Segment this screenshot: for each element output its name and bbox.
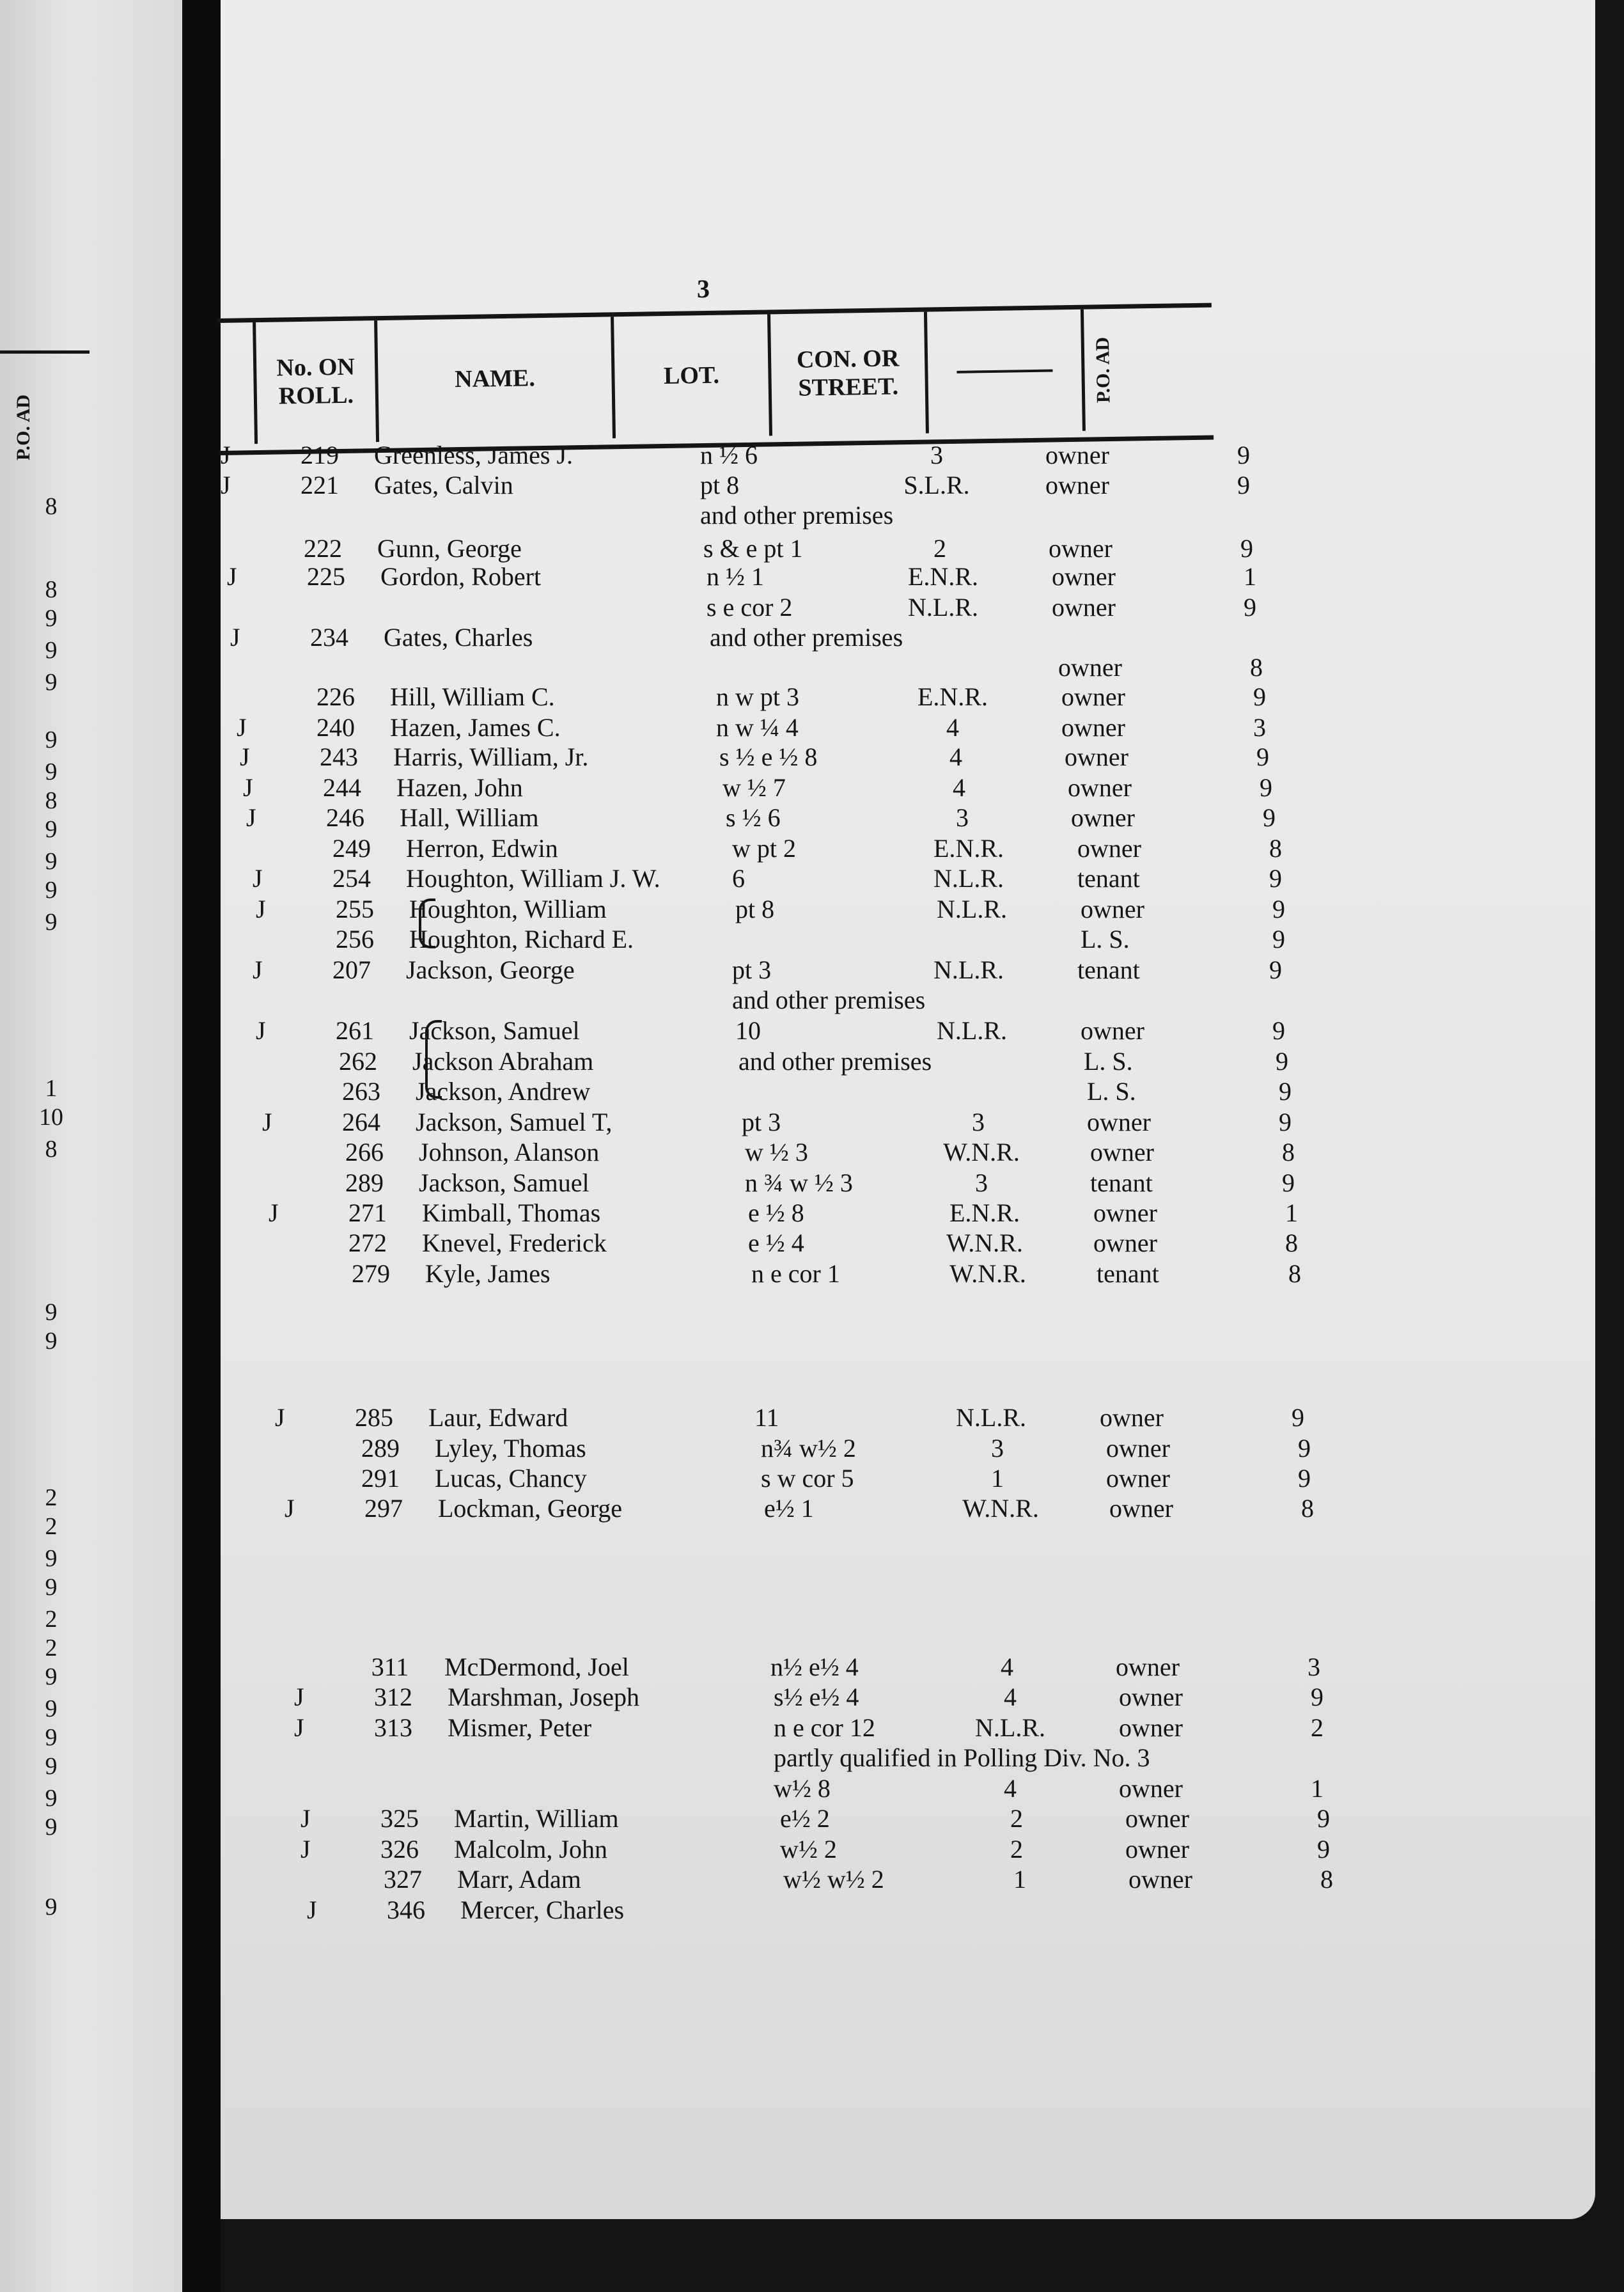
tenure-status: owner: [1125, 1804, 1189, 1833]
roll-j-mark: J: [237, 713, 247, 742]
roll-number: 219: [301, 441, 339, 469]
header-blank-col: [217, 322, 254, 444]
previous-po-value: 9: [45, 669, 58, 696]
lot-description: w ½ 7: [722, 773, 786, 802]
previous-po-value: 9: [45, 1663, 58, 1690]
roll-j-mark: J: [240, 742, 250, 771]
tenure-status: owner: [1090, 1138, 1154, 1166]
roll-j-mark: J: [253, 955, 263, 984]
concession: S.L.R.: [903, 471, 970, 499]
voter-name: Hill, William C.: [390, 682, 555, 711]
po-ad: 9: [1317, 1804, 1330, 1833]
voter-name: Greenless, James J.: [374, 441, 574, 469]
po-ad: 1: [1311, 1774, 1323, 1803]
concession: N.L.R.: [933, 864, 1004, 893]
roll-number: 263: [342, 1077, 380, 1106]
concession: E.N.R.: [933, 834, 1004, 863]
voter-name: Hall, William: [400, 803, 539, 832]
previous-po-value: 9: [45, 848, 58, 875]
roll-j-mark: J: [256, 1016, 266, 1045]
previous-po-value: 8: [45, 576, 58, 603]
voter-name: Laur, Edward: [428, 1403, 568, 1432]
roll-number: 256: [336, 925, 374, 954]
previous-po-value: 9: [45, 1724, 58, 1751]
roll-number: 266: [345, 1138, 384, 1166]
lot-description: s ½ e ½ 8: [719, 742, 818, 771]
po-ad: 8: [1301, 1494, 1314, 1523]
concession: 3: [972, 1108, 985, 1136]
concession: 4: [946, 713, 959, 742]
voter-name: Jackson, Samuel: [409, 1016, 580, 1045]
voter-name: Lyley, Thomas: [435, 1434, 586, 1463]
roll-number: 272: [348, 1228, 387, 1257]
roll-j-mark: J: [294, 1713, 304, 1742]
voter-name: Hazen, James C.: [390, 713, 561, 742]
po-ad: 1: [1244, 562, 1256, 591]
previous-po-value: 9: [45, 1814, 58, 1841]
lot-description: s½ e½ 4: [774, 1683, 859, 1711]
voter-name: Jackson, Samuel T,: [416, 1108, 613, 1136]
previous-po-value: 10: [39, 1104, 63, 1131]
voter-name: Malcolm, John: [454, 1835, 607, 1864]
roll-number: 297: [364, 1494, 403, 1523]
tenure-status: tenant: [1090, 1168, 1153, 1197]
lot-description: n¾ w½ 2: [761, 1434, 856, 1463]
tenure-status: owner: [1061, 713, 1125, 742]
previous-po-value: 2: [45, 1484, 58, 1511]
concession: N.L.R.: [975, 1713, 1045, 1742]
voter-name: Johnson, Alanson: [419, 1138, 600, 1166]
previous-po-value: 9: [45, 1785, 58, 1812]
previous-po-value: 9: [45, 1695, 58, 1722]
previous-po-ad-header: P.O. AD: [13, 394, 34, 460]
concession: 4: [949, 742, 962, 771]
tenure-status: owner: [1109, 1494, 1173, 1523]
voter-name: Lockman, George: [438, 1494, 623, 1523]
lot-description: w pt 2: [732, 834, 796, 863]
roll-j-mark: J: [285, 1494, 295, 1523]
tenure-status: owner: [1052, 593, 1116, 622]
po-ad: 9: [1253, 682, 1266, 711]
po-ad: 9: [1263, 803, 1276, 832]
po-ad: 8: [1250, 653, 1263, 682]
roll-j-mark: J: [243, 773, 253, 802]
po-ad: 9: [1276, 1047, 1288, 1076]
tenure-status: owner: [1119, 1774, 1183, 1803]
roll-number: 289: [345, 1168, 384, 1197]
tenure-status: owner: [1071, 803, 1135, 832]
voter-name: Houghton, William J. W.: [406, 864, 660, 893]
roll-j-mark: J: [275, 1403, 285, 1432]
roll-j-mark: J: [230, 623, 240, 652]
brace-houghton: [419, 899, 435, 948]
concession: W.N.R.: [946, 1228, 1023, 1257]
lot-description: and other premises: [710, 623, 903, 652]
roll-j-mark: J: [294, 1683, 304, 1711]
lot-description: n ½ 1: [707, 562, 764, 591]
tenure-status: tenant: [1077, 864, 1140, 893]
po-ad: 9: [1240, 534, 1253, 563]
roll-number: 225: [307, 562, 345, 591]
voter-name: Hazen, John: [396, 773, 523, 802]
roll-j-mark: J: [269, 1198, 279, 1227]
lot-description: n w ¼ 4: [716, 713, 799, 742]
lot-description: 11: [754, 1403, 779, 1432]
voter-name: Marshman, Joseph: [448, 1683, 639, 1711]
tenure-status: L. S.: [1081, 925, 1130, 954]
lot-description: w½ 2: [780, 1835, 837, 1864]
po-ad: 9: [1260, 773, 1272, 802]
previous-po-value: 8: [45, 493, 58, 520]
po-ad: 9: [1269, 955, 1282, 984]
po-ad: 9: [1311, 1683, 1323, 1711]
lot-description: n e cor 1: [751, 1259, 840, 1288]
voter-name: Gordon, Robert: [380, 562, 542, 591]
roll-j-mark: J: [221, 471, 231, 499]
tenure-status: L. S.: [1084, 1047, 1133, 1076]
lot-description: w½ 8: [774, 1774, 831, 1803]
po-ad: 9: [1279, 1108, 1292, 1136]
concession: 4: [953, 773, 965, 802]
roll-number: 249: [332, 834, 371, 863]
voter-name: Jackson Abraham: [412, 1047, 594, 1076]
tenure-status: owner: [1049, 534, 1113, 563]
concession: 2: [1010, 1835, 1023, 1864]
header-name: NAME.: [374, 317, 613, 442]
roll-number: 313: [374, 1713, 412, 1742]
tenure-status: owner: [1045, 471, 1109, 499]
roll-number: 326: [380, 1835, 419, 1864]
tenure-status: owner: [1093, 1228, 1157, 1257]
tenure-status: owner: [1116, 1652, 1180, 1681]
previous-po-value: 9: [45, 726, 58, 753]
roll-j-mark: J: [307, 1896, 317, 1924]
header-po-ad: P.O. AD: [1081, 309, 1124, 431]
previous-po-value: 9: [45, 605, 58, 632]
previous-po-value: 8: [45, 1136, 58, 1163]
tenure-status: owner: [1093, 1198, 1157, 1227]
tenure-status: owner: [1106, 1464, 1170, 1493]
po-ad: 2: [1311, 1713, 1323, 1742]
voter-name: Jackson, George: [406, 955, 575, 984]
voter-name: Knevel, Frederick: [422, 1228, 607, 1257]
roll-j-mark: J: [301, 1835, 311, 1864]
tenure-status: tenant: [1097, 1259, 1159, 1288]
concession: W.N.R.: [949, 1259, 1026, 1288]
lot-description: pt 8: [735, 895, 775, 923]
roll-j-mark: J: [253, 864, 263, 893]
lot-description: e ½ 4: [748, 1228, 804, 1257]
tenure-status: owner: [1081, 1016, 1144, 1045]
po-ad: 9: [1237, 441, 1250, 469]
concession: 4: [1004, 1774, 1017, 1803]
tenure-status: owner: [1100, 1403, 1164, 1432]
voter-name: Herron, Edwin: [406, 834, 558, 863]
roll-number: 291: [361, 1464, 400, 1493]
previous-po-value: 9: [45, 877, 58, 904]
concession: E.N.R.: [917, 682, 988, 711]
tenure-status: owner: [1119, 1683, 1183, 1711]
table-header: [217, 303, 1214, 455]
roll-number: 262: [339, 1047, 377, 1076]
lot-description: e½ 1: [764, 1494, 814, 1523]
roll-number: 240: [316, 713, 355, 742]
voter-name: Gates, Calvin: [374, 471, 513, 499]
voter-name: Lucas, Chancy: [435, 1464, 587, 1493]
previous-po-value: 9: [45, 909, 58, 936]
previous-po-value: 2: [45, 1635, 58, 1661]
concession: W.N.R.: [962, 1494, 1039, 1523]
previous-po-value: 9: [45, 816, 58, 843]
previous-po-value: 9: [45, 637, 58, 664]
po-ad: 9: [1317, 1835, 1330, 1864]
concession: E.N.R.: [908, 562, 978, 591]
lot-description: partly qualified in Polling Div. No. 3: [774, 1743, 1150, 1772]
previous-po-value: 9: [45, 758, 58, 785]
roll-number: 346: [387, 1896, 425, 1924]
voter-name: Jackson, Andrew: [416, 1077, 591, 1106]
po-ad: 9: [1282, 1168, 1295, 1197]
concession: N.L.R.: [933, 955, 1004, 984]
roll-number: 243: [320, 742, 358, 771]
lot-description: s & e pt 1: [703, 534, 803, 563]
lot-description: n ½ 6: [700, 441, 758, 469]
concession: 3: [975, 1168, 988, 1197]
concession: 2: [1010, 1804, 1023, 1833]
lot-description: 6: [732, 864, 745, 893]
po-ad: 8: [1282, 1138, 1295, 1166]
po-ad: 9: [1272, 925, 1285, 954]
lot-description: pt 3: [742, 1108, 781, 1136]
roll-number: 221: [301, 471, 339, 499]
concession: N.L.R.: [937, 1016, 1007, 1045]
tenure-status: owner: [1077, 834, 1141, 863]
roll-number: 246: [326, 803, 364, 832]
tenure-status: owner: [1087, 1108, 1151, 1136]
header-blank: [924, 310, 1082, 434]
tenure-status: owner: [1106, 1434, 1170, 1463]
concession: 3: [991, 1434, 1004, 1463]
concession: 3: [930, 441, 943, 469]
voter-name: Gates, Charles: [384, 623, 533, 652]
lot-description: s w cor 5: [761, 1464, 854, 1493]
roll-number: 311: [371, 1652, 409, 1681]
lot-description: and other premises: [700, 501, 894, 530]
brace-jackson: [425, 1020, 442, 1099]
roll-number: 285: [355, 1403, 393, 1432]
previous-po-value: 2: [45, 1606, 58, 1633]
tenure-status: owner: [1119, 1713, 1183, 1742]
po-ad: 8: [1288, 1259, 1301, 1288]
tenure-status: owner: [1128, 1865, 1192, 1894]
previous-po-value: 9: [45, 1299, 58, 1326]
roll-j-mark: J: [246, 803, 256, 832]
lot-description: pt 8: [700, 471, 740, 499]
roll-j-mark: J: [262, 1108, 272, 1136]
page-number: 3: [697, 274, 710, 303]
roll-j-mark: J: [301, 1804, 311, 1833]
voter-name: Marr, Adam: [457, 1865, 581, 1894]
concession: 3: [956, 803, 969, 832]
concession: E.N.R.: [949, 1198, 1020, 1227]
po-ad: 9: [1279, 1077, 1292, 1106]
lot-description: and other premises: [732, 985, 926, 1014]
po-ad: 3: [1253, 713, 1266, 742]
tenure-status: owner: [1045, 441, 1109, 469]
roll-number: 226: [316, 682, 355, 711]
roll-number: 312: [374, 1683, 412, 1711]
voter-name: Kyle, James: [425, 1259, 550, 1288]
roll-number: 271: [348, 1198, 387, 1227]
voter-name: Houghton, William: [409, 895, 607, 923]
header-lot: LOT.: [611, 314, 769, 438]
roll-j-mark: J: [256, 895, 266, 923]
lot-description: e ½ 8: [748, 1198, 804, 1227]
lot-description: and other premises: [738, 1047, 932, 1076]
concession: W.N.R.: [943, 1138, 1020, 1166]
concession: 2: [933, 534, 946, 563]
po-ad: 9: [1272, 1016, 1285, 1045]
voter-name: Houghton, Richard E.: [409, 925, 634, 954]
lot-description: w½ w½ 2: [783, 1865, 884, 1894]
po-ad: 8: [1320, 1865, 1333, 1894]
lot-description: w ½ 3: [745, 1138, 808, 1166]
po-ad: 9: [1269, 864, 1282, 893]
tenure-status: owner: [1065, 742, 1128, 771]
roll-number: 254: [332, 864, 371, 893]
voter-name: McDermond, Joel: [444, 1652, 629, 1681]
voter-name: Mismer, Peter: [448, 1713, 592, 1742]
lot-description: n w pt 3: [716, 682, 799, 711]
po-ad: 9: [1298, 1434, 1311, 1463]
header-no-on-roll: No. ON ROLL.: [253, 320, 376, 444]
roll-number: 279: [352, 1259, 390, 1288]
previous-po-value: 9: [45, 1894, 58, 1920]
tenure-status: owner: [1081, 895, 1144, 923]
lot-description: n½ e½ 4: [770, 1652, 859, 1681]
roll-number: 255: [336, 895, 374, 923]
roll-number: 261: [336, 1016, 374, 1045]
previous-po-value: 9: [45, 1545, 58, 1572]
lot-description: 10: [735, 1016, 761, 1045]
tenure-status: owner: [1052, 562, 1116, 591]
roll-j-mark: J: [227, 562, 237, 591]
tenure-status: owner: [1058, 653, 1122, 682]
previous-po-value: 2: [45, 1513, 58, 1540]
po-ad: 3: [1308, 1652, 1320, 1681]
roll-number: 327: [384, 1865, 422, 1894]
lot-description: s ½ 6: [726, 803, 781, 832]
lot-description: e½ 2: [780, 1804, 830, 1833]
voter-name: Kimball, Thomas: [422, 1198, 601, 1227]
previous-po-value: 9: [45, 1328, 58, 1354]
previous-po-value: 9: [45, 1574, 58, 1601]
lot-description: pt 3: [732, 955, 772, 984]
lot-description: n e cor 12: [774, 1713, 875, 1742]
previous-po-value: 1: [45, 1075, 58, 1102]
roll-number: 289: [361, 1434, 400, 1463]
po-ad: 9: [1237, 471, 1250, 499]
concession: N.L.R.: [937, 895, 1007, 923]
previous-page-rule: [0, 350, 90, 354]
header-con-or-street: CON. OR STREET.: [767, 312, 926, 436]
roll-number: 264: [342, 1108, 380, 1136]
voter-name: Martin, William: [454, 1804, 619, 1833]
voter-name: Harris, William, Jr.: [393, 742, 589, 771]
roll-j-mark: J: [221, 441, 231, 469]
lot-description: n ¾ w ½ 3: [745, 1168, 853, 1197]
concession: 4: [1004, 1683, 1017, 1711]
lot-description: s e cor 2: [707, 593, 793, 622]
roll-number: 234: [310, 623, 348, 652]
previous-po-value: 8: [45, 787, 58, 814]
po-ad: 8: [1285, 1228, 1298, 1257]
concession: 1: [1013, 1865, 1026, 1894]
po-ad: 9: [1272, 895, 1285, 923]
concession: N.L.R.: [908, 593, 978, 622]
concession: N.L.R.: [956, 1403, 1026, 1432]
tenure-status: owner: [1068, 773, 1132, 802]
voter-name: Gunn, George: [377, 534, 522, 563]
roll-number: 207: [332, 955, 371, 984]
voter-name: Mercer, Charles: [460, 1896, 625, 1924]
po-ad: 9: [1256, 742, 1269, 771]
tenure-status: owner: [1061, 682, 1125, 711]
previous-po-value: 9: [45, 1753, 58, 1780]
roll-number: 244: [323, 773, 361, 802]
po-ad: 9: [1298, 1464, 1311, 1493]
concession: 4: [1001, 1652, 1013, 1681]
header-dash: [956, 369, 1052, 373]
po-ad: 1: [1285, 1198, 1298, 1227]
concession: 1: [991, 1464, 1004, 1493]
po-ad: 9: [1292, 1403, 1304, 1432]
po-ad: 9: [1244, 593, 1256, 622]
tenure-status: L. S.: [1087, 1077, 1136, 1106]
roll-number: 222: [304, 534, 342, 563]
po-ad: 8: [1269, 834, 1282, 863]
tenure-status: owner: [1125, 1835, 1189, 1864]
voter-name: Jackson, Samuel: [419, 1168, 589, 1197]
book-spine: [182, 0, 221, 2292]
roll-number: 325: [380, 1804, 419, 1833]
tenure-status: tenant: [1077, 955, 1140, 984]
